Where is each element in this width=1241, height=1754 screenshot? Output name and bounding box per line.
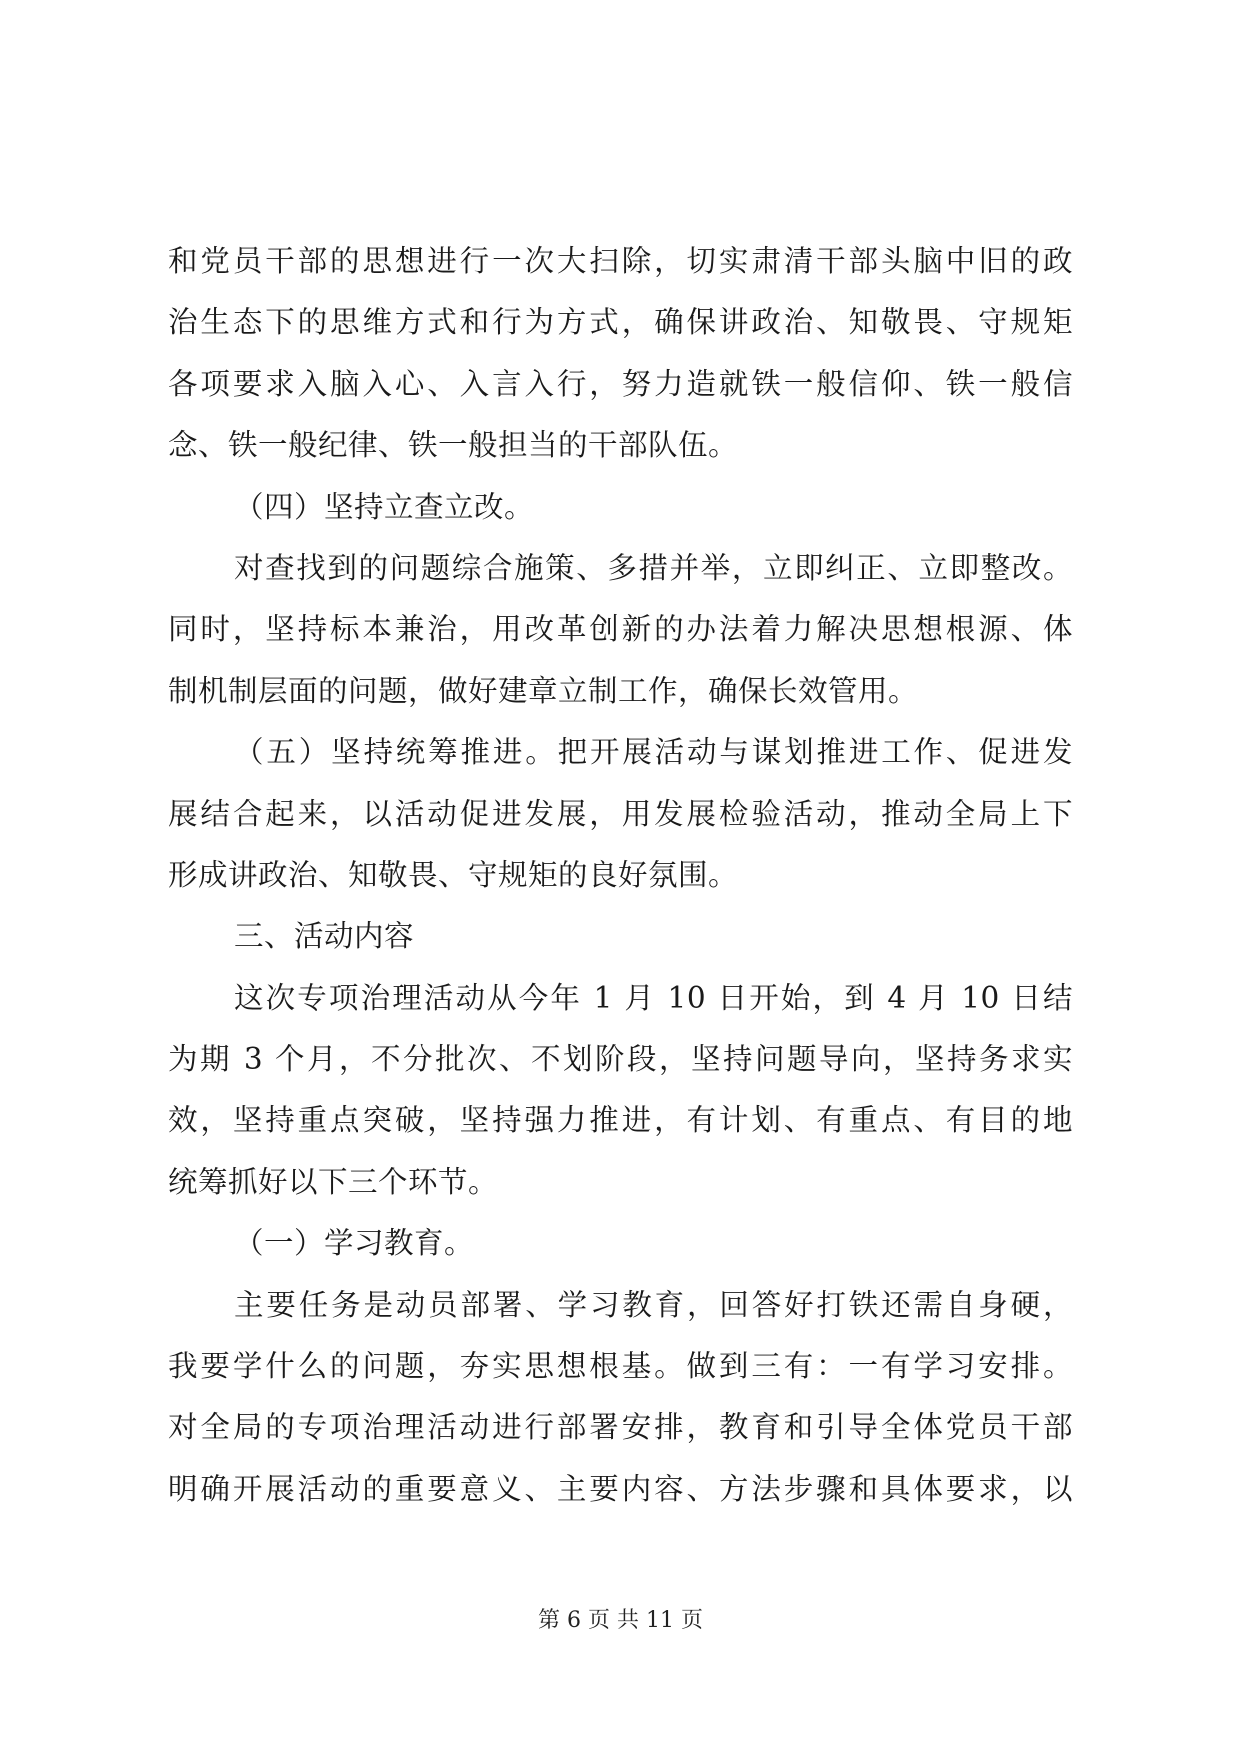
text-line: 这次专项治理活动从今年 1 月 10 日开始，到 4 月 10 日结 <box>234 980 1073 1015</box>
section-heading: （四）坚持立查立改。 <box>234 489 535 524</box>
page-number-footer: 第 6 页 共 11 页 <box>538 1608 703 1633</box>
text-line: 对查找到的问题综合施策、多措并举，立即纠正、立即整改。 <box>234 550 1073 585</box>
section-heading: （一）学习教育。 <box>234 1226 475 1261</box>
section-heading: 三、活动内容 <box>234 919 415 954</box>
text-line: 效，坚持重点突破，坚持强力推进，有计划、有重点、有目的地 <box>168 1103 1073 1138</box>
text-line: 统筹抓好以下三个环节。 <box>168 1164 499 1199</box>
text-line: 治生态下的思维方式和行为方式，确保讲政治、知敬畏、守规矩 <box>168 305 1073 340</box>
text-line: 各项要求入脑入心、入言入行，努力造就铁一般信仰、铁一般信 <box>168 366 1073 401</box>
text-line: 和党员干部的思想进行一次大扫除，切实肃清干部头脑中旧的政 <box>168 244 1073 278</box>
text-line: 我要学什么的问题，夯实思想根基。做到三有：一有学习安排。 <box>168 1349 1073 1384</box>
text-line: 同时，坚持标本兼治，用改革创新的办法着力解决思想根源、体 <box>168 612 1073 647</box>
text-line: 主要任务是动员部署、学习教育，回答好打铁还需自身硬， <box>234 1287 1073 1322</box>
text-line: 明确开展活动的重要意义、主要内容、方法步骤和具体要求，以 <box>168 1471 1073 1506</box>
text-line: （五）坚持统筹推进。把开展活动与谋划推进工作、促进发 <box>234 735 1073 770</box>
text-line: 展结合起来，以活动促进发展，用发展检验活动，推动全局上下 <box>168 796 1073 831</box>
text-line: 念、铁一般纪律、铁一般担当的干部队伍。 <box>168 428 739 463</box>
text-line: 形成讲政治、知敬畏、守规矩的良好氛围。 <box>168 857 739 892</box>
document-body <box>168 231 1073 1520</box>
text-line: 对全局的专项治理活动进行部署安排，教育和引导全体党员干部 <box>168 1410 1073 1445</box>
text-line: 制机制层面的问题，做好建章立制工作，确保长效管用。 <box>168 673 919 708</box>
text-line: 为期 3 个月，不分批次、不划阶段，坚持问题导向，坚持务求实 <box>168 1042 1073 1077</box>
